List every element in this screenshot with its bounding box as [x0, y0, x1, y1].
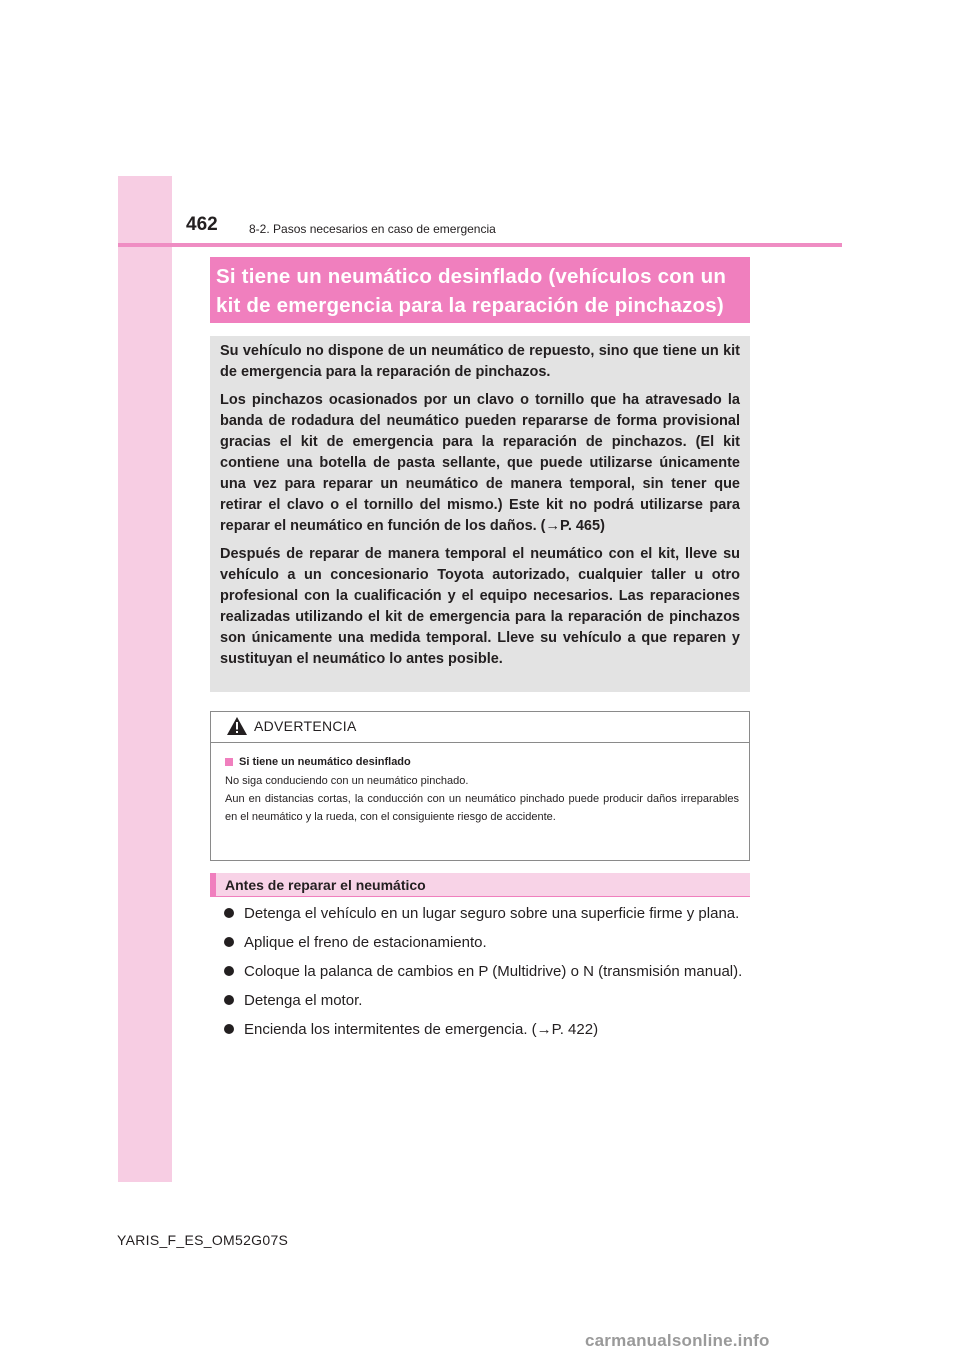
page-sidebar-band: [118, 176, 172, 1182]
warning-subheading: [225, 756, 739, 768]
bullet-dot-icon: [224, 995, 234, 1005]
list-item-text: Detenga el motor.: [244, 992, 363, 1009]
intro-box: [210, 336, 750, 692]
list-item: [222, 961, 746, 982]
warning-subheading-text: Si tiene un neumático desinflado: [239, 756, 411, 768]
bullet-dot-icon: [224, 937, 234, 947]
list-item: [222, 1019, 746, 1040]
section-header: 8-2. Pasos necesarios en caso de emergencia: [249, 222, 496, 236]
list-item-text: Aplique el freno de estacionamiento.: [244, 934, 487, 951]
before-repair-heading: [210, 873, 750, 897]
title-box: [210, 257, 750, 323]
warning-body: [211, 743, 749, 826]
list-item-text: Encienda los intermitentes de emergencia. (→P. 422): [244, 1021, 599, 1038]
before-repair-list: [222, 903, 746, 1048]
list-item-text: Coloque la palanca de cambios en P (Multidrive) o N (transmisión manual).: [244, 963, 743, 980]
page-number: 462: [186, 214, 218, 235]
warning-line: No siga conduciendo con un neumático pinchado.: [225, 775, 469, 787]
list-item: [222, 990, 746, 1011]
list-item-text: Detenga el vehículo en un lugar seguro sobre una superficie firme y plana.: [244, 905, 740, 922]
intro-paragraph: Su vehículo no dispone de un neumático de repuesto, sino que tiene un kit de emergencia para la reparación de pinchazos.: [220, 343, 740, 380]
warning-title: ADVERTENCIA: [254, 718, 357, 734]
warning-text: [225, 772, 739, 826]
title-line-2: kit de emergencia para la reparación de pinchazos): [216, 294, 724, 317]
bullet-dot-icon: [224, 966, 234, 976]
list-item: [222, 903, 746, 924]
document-code: YARIS_F_ES_OM52G07S: [117, 1232, 289, 1248]
warning-triangle-icon: [226, 716, 248, 736]
intro-paragraph: Los pinchazos ocasionados por un clavo o tornillo que ha atravesado la banda de rodadura del neumático pueden repararse de forma provisional gracias el kit de emergencia para la reparación de pinchazos. (El kit contiene una botella de pasta sellante, que puede utilizarse únicamente una vez para reparar un neumático de manera temporal, sin tener que retirar el clavo o el tornillo del mismo.) Este kit no podrá utilizarse para reparar el neumático en función de los daños. (→P. 465): [220, 392, 740, 534]
intro-paragraph: Después de reparar de manera temporal el neumático con el kit, lleve su vehículo a un concesionario Toyota autorizado, cualquier taller u otro profesional con la cualificación y el equipo necesarios. Las reparaciones realizadas utilizando el kit de emergencia para la reparación de pinchazos son únicamente una medida temporal. Lleve su vehículo a que reparen y sustituyan el neumático lo antes posible.: [220, 546, 740, 667]
bullet-dot-icon: [224, 1024, 234, 1034]
list-item: [222, 932, 746, 953]
watermark: carmanualsonline.info: [585, 1331, 770, 1350]
header-rule: [118, 243, 842, 247]
square-bullet-icon: [225, 758, 233, 766]
warning-box: [210, 711, 750, 861]
before-repair-heading-text: Antes de reparar el neumático: [225, 877, 426, 893]
title-line-1: Si tiene un neumático desinflado (vehículos con un: [216, 265, 727, 288]
bullet-dot-icon: [224, 908, 234, 918]
warning-line: Aun en distancias cortas, la conducción con un neumático pinchado puede producir daños irreparables en el neumático y la rueda, con el consiguiente riesgo de accidente.: [225, 793, 739, 823]
warning-header: [211, 712, 749, 743]
